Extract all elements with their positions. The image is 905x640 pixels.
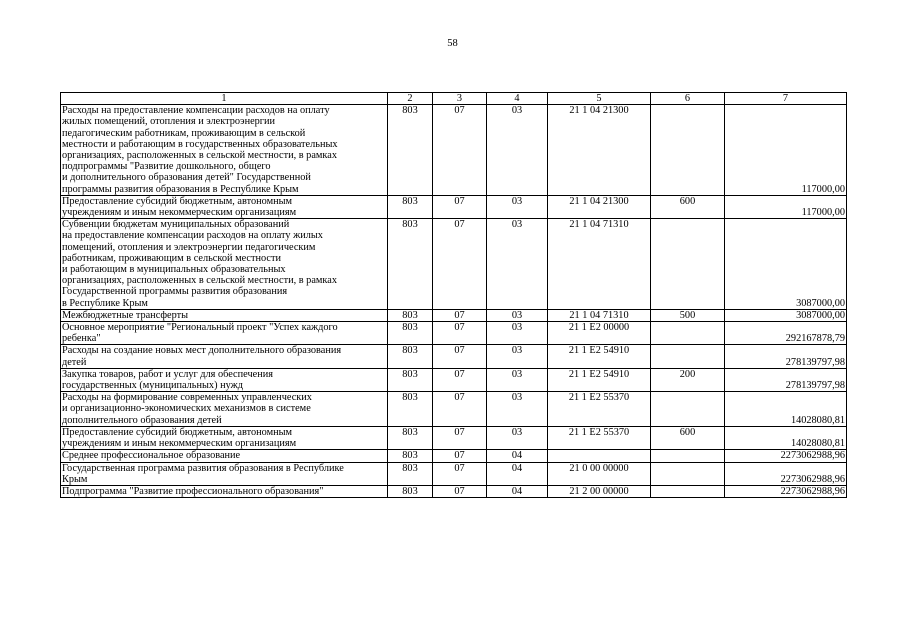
target-article-cell: 21 1 04 71310	[548, 309, 651, 321]
expense-type-cell	[651, 485, 725, 497]
expense-name-line: дополнительного образования детей	[62, 414, 222, 426]
target-article-cell: 21 2 00 00000	[548, 485, 651, 497]
ministry-code-cell: 803	[388, 462, 433, 485]
expense-name-line: и организационно-экономических механизмов в системе	[62, 403, 311, 415]
table-row	[61, 426, 847, 449]
amount-cell: 14028080,81	[725, 426, 847, 449]
column-header: 1	[61, 93, 388, 105]
expense-name-line: Подпрограмма "Развитие профессионального образования"	[62, 485, 324, 497]
expense-name-line: Основное мероприятие "Региональный проект "Успех каждого	[62, 322, 338, 334]
table-body	[61, 93, 847, 498]
expense-name-line: помещений, отопления и электроэнергии педагогическим	[62, 241, 316, 253]
table-row	[61, 368, 847, 391]
target-article-cell: 21 1 04 21300	[548, 195, 651, 218]
subsection-code-cell: 03	[487, 322, 548, 345]
column-number-header-row	[61, 93, 847, 105]
expense-name-line: подпрограммы "Развитие дошкольного, общего	[62, 161, 271, 173]
section-code-cell: 07	[433, 462, 487, 485]
expense-name-line: учреждениям и иным некоммерческим организациям	[62, 207, 297, 219]
subsection-code-cell: 03	[487, 219, 548, 310]
expense-name-line: местности и работающим в государственных образовательных	[62, 138, 338, 150]
target-article-cell: 21 1 04 71310	[548, 219, 651, 310]
expense-name-cell	[61, 485, 388, 497]
expense-name-line: Предоставление субсидий бюджетным, автономным	[62, 426, 293, 438]
expense-name-line: в Республике Крым	[62, 297, 148, 309]
budget-table	[60, 92, 847, 498]
expense-name-line: Предоставление субсидий бюджетным, автономным	[62, 195, 293, 207]
expense-name-line: Закупка товаров, работ и услуг для обеспечения	[62, 368, 273, 380]
amount-cell: 117000,00	[725, 105, 847, 196]
expense-name-line: Расходы на формирование современных управленческих	[62, 392, 312, 404]
expense-name-cell	[61, 462, 388, 485]
section-code-cell: 07	[433, 345, 487, 368]
expense-name-line: организациях, расположенных в сельской местности, в рамках	[62, 150, 337, 162]
expense-name-line: Среднее профессиональное образование	[62, 450, 241, 462]
section-code-cell: 07	[433, 426, 487, 449]
expense-name-cell	[61, 426, 388, 449]
expense-name-line: государственных (муниципальных) нужд	[62, 380, 243, 392]
expense-name-cell	[61, 450, 388, 462]
expense-name-line: жилых помещений, отопления и электроэнергии	[62, 116, 276, 128]
column-header: 4	[487, 93, 548, 105]
section-code-cell: 07	[433, 195, 487, 218]
ministry-code-cell: 803	[388, 426, 433, 449]
target-article-cell: 21 1 E2 00000	[548, 322, 651, 345]
subsection-code-cell: 04	[487, 485, 548, 497]
column-header: 3	[433, 93, 487, 105]
expense-type-cell	[651, 392, 725, 427]
expense-type-cell	[651, 462, 725, 485]
column-header: 2	[388, 93, 433, 105]
expense-type-cell: 500	[651, 309, 725, 321]
ministry-code-cell: 803	[388, 368, 433, 391]
ministry-code-cell: 803	[388, 309, 433, 321]
target-article-cell	[548, 450, 651, 462]
target-article-cell: 21 1 E2 55370	[548, 392, 651, 427]
expense-name-line: на предоставление компенсации расходов на оплату жилых	[62, 230, 323, 242]
expense-type-cell	[651, 450, 725, 462]
subsection-code-cell: 03	[487, 392, 548, 427]
subsection-code-cell: 03	[487, 195, 548, 218]
expense-name-cell	[61, 392, 388, 427]
target-article-cell: 21 0 00 00000	[548, 462, 651, 485]
expense-name-line: Субвенции бюджетам муниципальных образований	[62, 219, 290, 231]
expense-name-line: программы развития образования в Республике Крым	[62, 183, 299, 195]
ministry-code-cell: 803	[388, 450, 433, 462]
expense-name-line: Государственной программы развития образования	[62, 286, 288, 298]
ministry-code-cell: 803	[388, 345, 433, 368]
subsection-code-cell: 03	[487, 426, 548, 449]
expense-name-line: Межбюджетные трансферты	[62, 309, 189, 321]
expense-name-line: учреждениям и иным некоммерческим организациям	[62, 438, 297, 450]
table-row	[61, 105, 847, 196]
expense-name-cell	[61, 105, 388, 196]
expense-type-cell: 600	[651, 195, 725, 218]
expense-type-cell	[651, 219, 725, 310]
ministry-code-cell: 803	[388, 392, 433, 427]
amount-cell: 2273062988,96	[725, 462, 847, 485]
target-article-cell: 21 1 E2 54910	[548, 368, 651, 391]
table-row	[61, 345, 847, 368]
table-row	[61, 195, 847, 218]
expense-name-cell	[61, 309, 388, 321]
amount-cell: 14028080,81	[725, 392, 847, 427]
subsection-code-cell: 04	[487, 462, 548, 485]
expense-name-cell	[61, 322, 388, 345]
section-code-cell: 07	[433, 309, 487, 321]
expense-name-line: Расходы на предоставление компенсации расходов на оплату	[62, 105, 330, 117]
expense-name-cell	[61, 345, 388, 368]
subsection-code-cell: 03	[487, 345, 548, 368]
subsection-code-cell: 03	[487, 309, 548, 321]
section-code-cell: 07	[433, 450, 487, 462]
expense-type-cell	[651, 105, 725, 196]
table-row	[61, 219, 847, 310]
amount-cell: 117000,00	[725, 195, 847, 218]
section-code-cell: 07	[433, 368, 487, 391]
expense-name-line: ребенка"	[62, 333, 101, 345]
table-row	[61, 462, 847, 485]
ministry-code-cell: 803	[388, 105, 433, 196]
expense-name-cell	[61, 368, 388, 391]
amount-cell: 292167878,79	[725, 322, 847, 345]
amount-cell: 2273062988,96	[725, 450, 847, 462]
expense-name-line: работникам, проживающим в сельской местности	[62, 252, 281, 264]
expense-type-cell: 200	[651, 368, 725, 391]
section-code-cell: 07	[433, 392, 487, 427]
expense-name-line: Крым	[62, 473, 88, 485]
expense-type-cell	[651, 345, 725, 368]
column-header: 5	[548, 93, 651, 105]
table-row	[61, 485, 847, 497]
expense-name-line: детей	[62, 356, 87, 368]
amount-cell: 278139797,98	[725, 368, 847, 391]
page-number: 58	[447, 38, 458, 49]
subsection-code-cell: 04	[487, 450, 548, 462]
target-article-cell: 21 1 04 21300	[548, 105, 651, 196]
expense-name-cell	[61, 219, 388, 310]
expense-name-line: и работающим в муниципальных образовательных	[62, 264, 286, 276]
expense-name-line: педагогическим работникам, проживающим в сельской	[62, 127, 306, 139]
subsection-code-cell: 03	[487, 368, 548, 391]
column-header: 6	[651, 93, 725, 105]
target-article-cell: 21 1 E2 54910	[548, 345, 651, 368]
ministry-code-cell: 803	[388, 219, 433, 310]
table-row	[61, 450, 847, 462]
amount-cell: 278139797,98	[725, 345, 847, 368]
subsection-code-cell: 03	[487, 105, 548, 196]
expense-name-line: организациях, расположенных в сельской местности, в рамках	[62, 275, 337, 287]
section-code-cell: 07	[433, 485, 487, 497]
section-code-cell: 07	[433, 105, 487, 196]
section-code-cell: 07	[433, 219, 487, 310]
expense-type-cell	[651, 322, 725, 345]
expense-name-line: и дополнительного образования детей" Государственной	[62, 172, 311, 184]
ministry-code-cell: 803	[388, 485, 433, 497]
expense-type-cell: 600	[651, 426, 725, 449]
amount-cell: 2273062988,96	[725, 485, 847, 497]
section-code-cell: 07	[433, 322, 487, 345]
expense-name-cell	[61, 195, 388, 218]
expense-name-line: Расходы на создание новых мест дополнительного образования	[62, 345, 342, 357]
table-row	[61, 309, 847, 321]
target-article-cell: 21 1 E2 55370	[548, 426, 651, 449]
column-header: 7	[725, 93, 847, 105]
expense-name-line: Государственная программа развития образования в Республике	[62, 462, 344, 474]
amount-cell: 3087000,00	[725, 309, 847, 321]
ministry-code-cell: 803	[388, 322, 433, 345]
ministry-code-cell: 803	[388, 195, 433, 218]
table-row	[61, 392, 847, 427]
table-row	[61, 322, 847, 345]
amount-cell: 3087000,00	[725, 219, 847, 310]
